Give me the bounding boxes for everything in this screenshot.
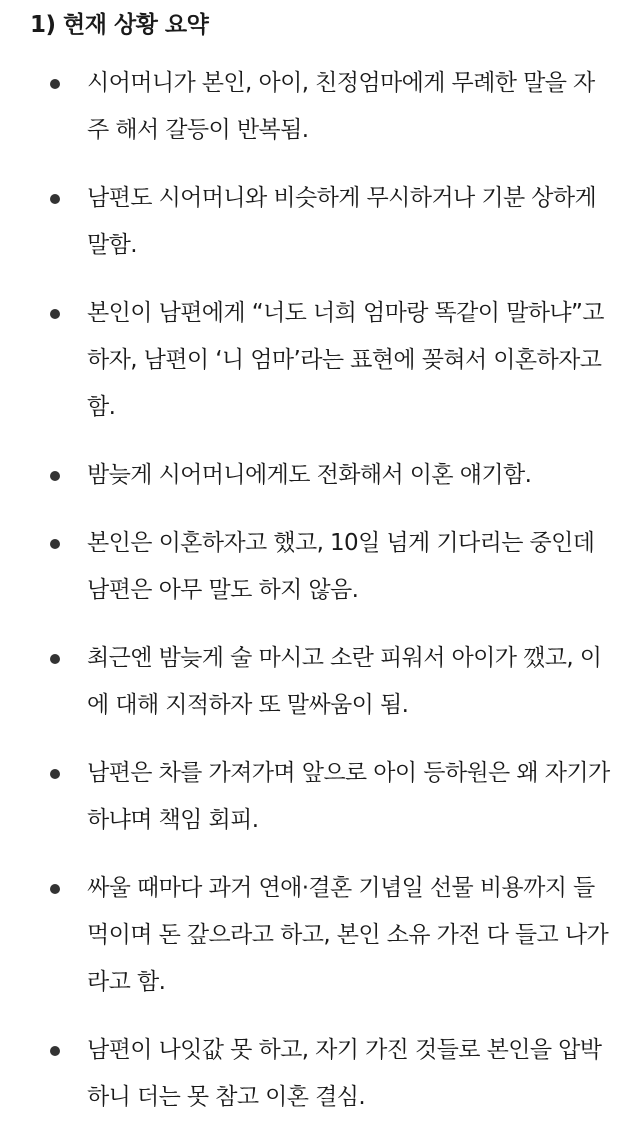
list-item [0,750,640,844]
bullet-icon [50,884,60,894]
bullet-icon [50,769,60,779]
summary-list [0,60,640,1121]
list-item-text: 밤늦게 시어머니에게도 전화해서 이혼 얘기함. [87,462,532,488]
bullet-icon [50,309,60,319]
bullet-icon [50,79,60,89]
bullet-icon [50,471,60,481]
list-item [0,290,640,431]
bullet-icon [50,1046,60,1056]
list-item [0,452,640,499]
list-item-text: 싸울 때마다 과거 연애·결혼 기념일 선물 비용까지 들먹이며 돈 갚으라고 하고, 본인 소유 가전 다 들고 나가라고 함. [87,875,609,995]
list-item-text: 본인이 남편에게 “너도 너희 엄마랑 똑같이 말하냐”고 하자, 남편이 ‘니 엄마’라는 표현에 꽂혀서 이혼하자고 함. [87,300,604,420]
list-item [0,60,640,154]
bullet-icon [50,654,60,664]
list-item [0,865,640,1006]
list-item-text: 남편은 차를 가져가며 앞으로 아이 등하원은 왜 자기가 하냐며 책임 회피. [87,760,610,833]
list-item [0,520,640,614]
list-item-text: 시어머니가 본인, 아이, 친정엄마에게 무례한 말을 자주 해서 갈등이 반복됨. [87,70,595,143]
list-item-text: 남편도 시어머니와 비슷하게 무시하거나 기분 상하게 말함. [87,185,597,258]
list-item-text: 남편이 나잇값 못 하고, 자기 가진 것들로 본인을 압박하니 더는 못 참고 이혼 결심. [87,1037,602,1110]
list-item [0,635,640,729]
bullet-icon [50,194,60,204]
list-item [0,175,640,269]
bullet-icon [50,539,60,549]
list-item-text: 본인은 이혼하자고 했고, 10일 넘게 기다리는 중인데 남편은 아무 말도 하지 않음. [87,530,595,603]
list-item-text: 최근엔 밤늦게 술 마시고 소란 피워서 아이가 깼고, 이에 대해 지적하자 또 말싸움이 됨. [87,645,602,718]
list-item [0,1027,640,1121]
section-heading: 1) 현재 상황 요약 [30,12,209,38]
